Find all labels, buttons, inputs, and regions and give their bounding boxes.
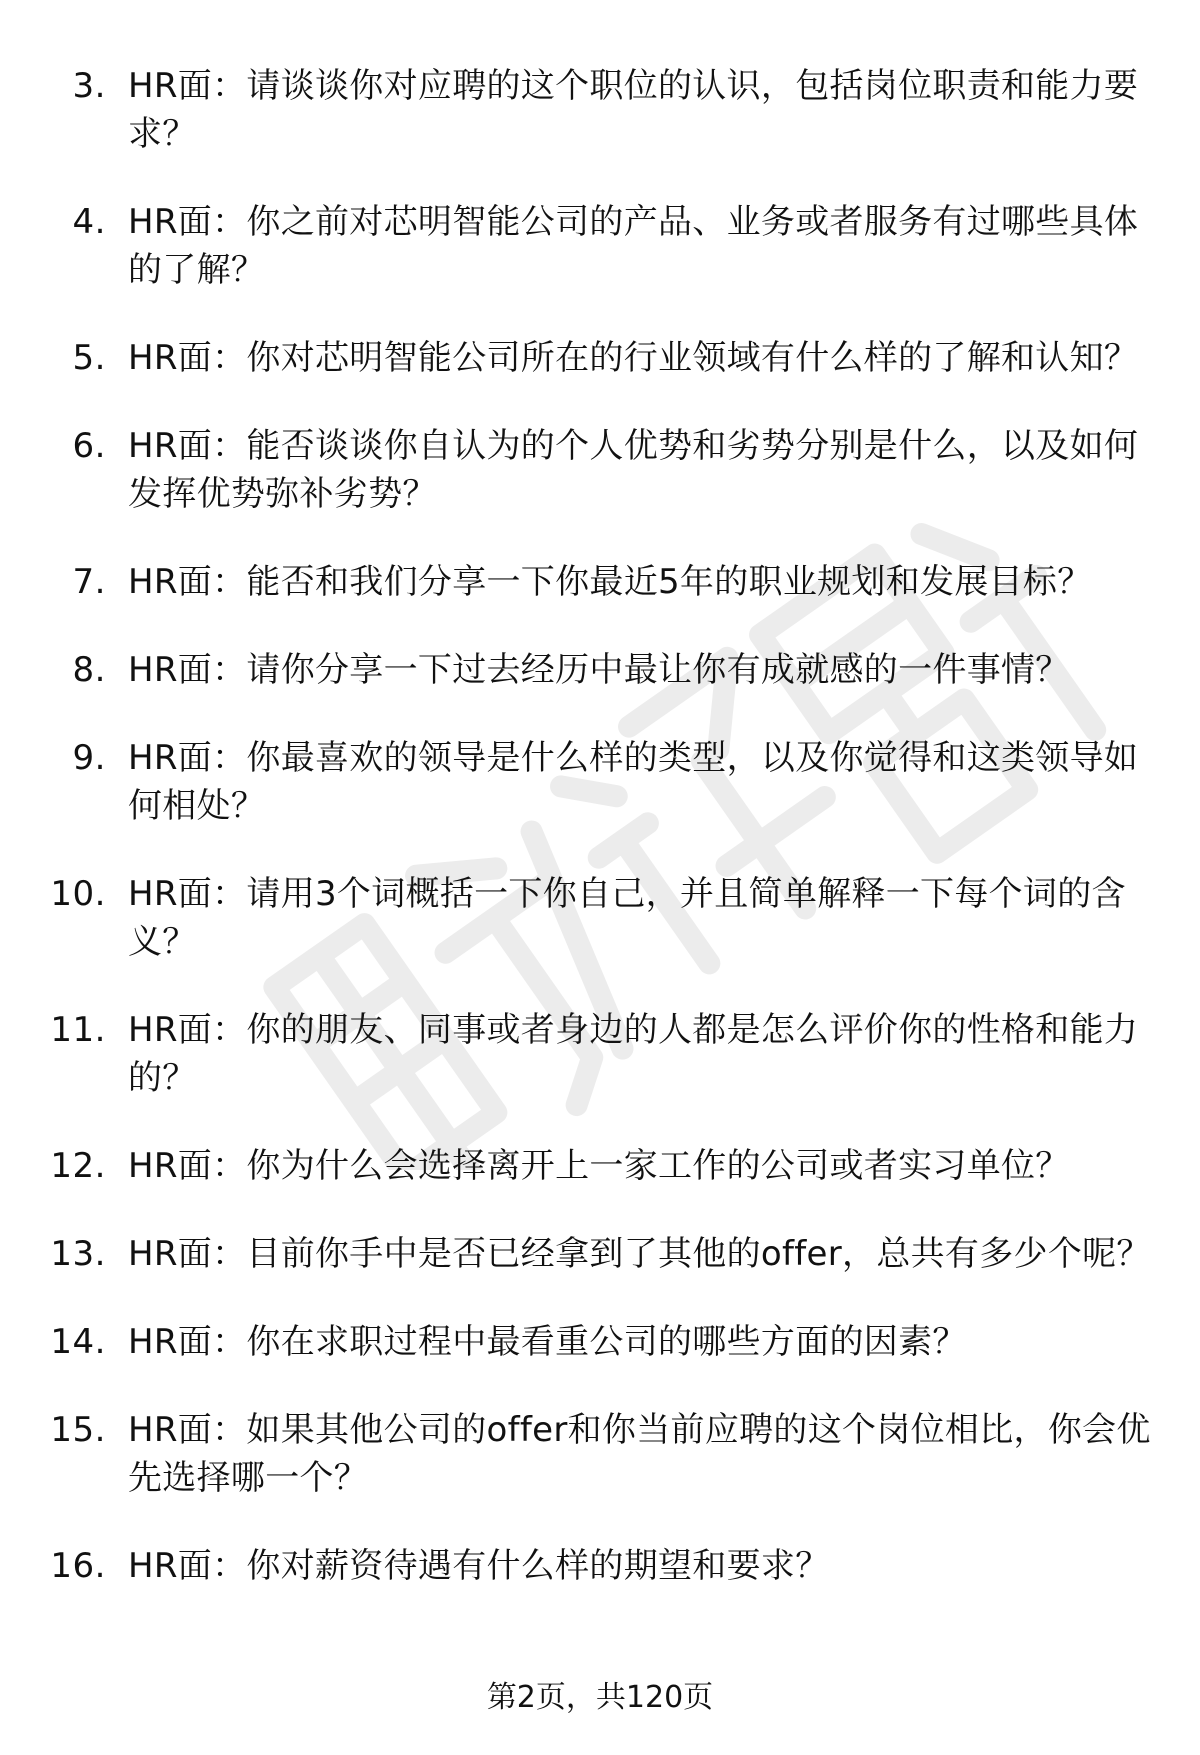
question-list (0, 62, 1200, 1630)
list-item (0, 1142, 1200, 1190)
list-item-number: 4. (72, 202, 106, 242)
list-item-text: HR面：请谈谈你对应聘的这个职位的认识，包括岗位职责和能力要求？ (128, 66, 1139, 154)
list-item-text: HR面：目前你手中是否已经拿到了其他的offer，总共有多少个呢？ (128, 1234, 1151, 1274)
list-item-number: 9. (72, 738, 106, 778)
list-item-text: HR面：你为什么会选择离开上一家工作的公司或者实习单位？ (128, 1146, 1070, 1186)
list-item-text: HR面：如果其他公司的offer和你当前应聘的这个岗位相比，你会优先选择哪一个？ (128, 1410, 1151, 1498)
list-item-text: HR面：能否谈谈你自认为的个人优势和劣势分别是什么，以及如何发挥优势弥补劣势？ (128, 426, 1139, 514)
list-item-number: 15. (50, 1410, 106, 1450)
list-item-text: HR面：你在求职过程中最看重公司的哪些方面的因素？ (128, 1322, 967, 1362)
page-footer: 第2页，共120页 (486, 1680, 714, 1715)
list-item-text: HR面：请你分享一下过去经历中最让你有成就感的一件事情？ (128, 650, 1070, 690)
list-item-number: 6. (72, 426, 106, 466)
list-item-number: 10. (50, 874, 106, 914)
list-item (0, 62, 1200, 158)
list-item-text: HR面：你对芯明智能公司所在的行业领域有什么样的了解和认知？ (128, 338, 1139, 378)
list-item-number: 7. (72, 562, 106, 602)
list-item-text: HR面：能否和我们分享一下你最近5年的职业规划和发展目标？ (128, 562, 1092, 602)
list-item-number: 16. (50, 1546, 106, 1586)
list-item (0, 1230, 1200, 1278)
list-item (0, 734, 1200, 830)
list-item-text: HR面：请用3个词概括一下你自己，并且简单解释一下每个词的含义？ (128, 874, 1126, 962)
list-item (0, 558, 1200, 606)
list-item-text: HR面：你最喜欢的领导是什么样的类型，以及你觉得和这类领导如何相处？ (128, 738, 1139, 826)
list-item (0, 198, 1200, 294)
list-item-number: 13. (50, 1234, 106, 1274)
list-item (0, 646, 1200, 694)
list-item-number: 12. (50, 1146, 106, 1186)
list-item-number: 14. (50, 1322, 106, 1362)
list-item (0, 334, 1200, 382)
list-item (0, 1406, 1200, 1502)
list-item-text: HR面：你之前对芯明智能公司的产品、业务或者服务有过哪些具体的了解？ (128, 202, 1139, 290)
list-item-number: 11. (50, 1010, 106, 1050)
list-item-number: 5. (72, 338, 106, 378)
list-item (0, 1542, 1200, 1590)
list-item (0, 870, 1200, 966)
list-item (0, 1318, 1200, 1366)
list-item-number: 3. (72, 66, 106, 106)
list-item (0, 422, 1200, 518)
list-item-text: HR面：你的朋友、同事或者身边的人都是怎么评价你的性格和能力的？ (128, 1010, 1139, 1098)
list-item-number: 8. (72, 650, 106, 690)
list-item (0, 1006, 1200, 1102)
list-item-text: HR面：你对薪资待遇有什么样的期望和要求？ (128, 1546, 830, 1586)
